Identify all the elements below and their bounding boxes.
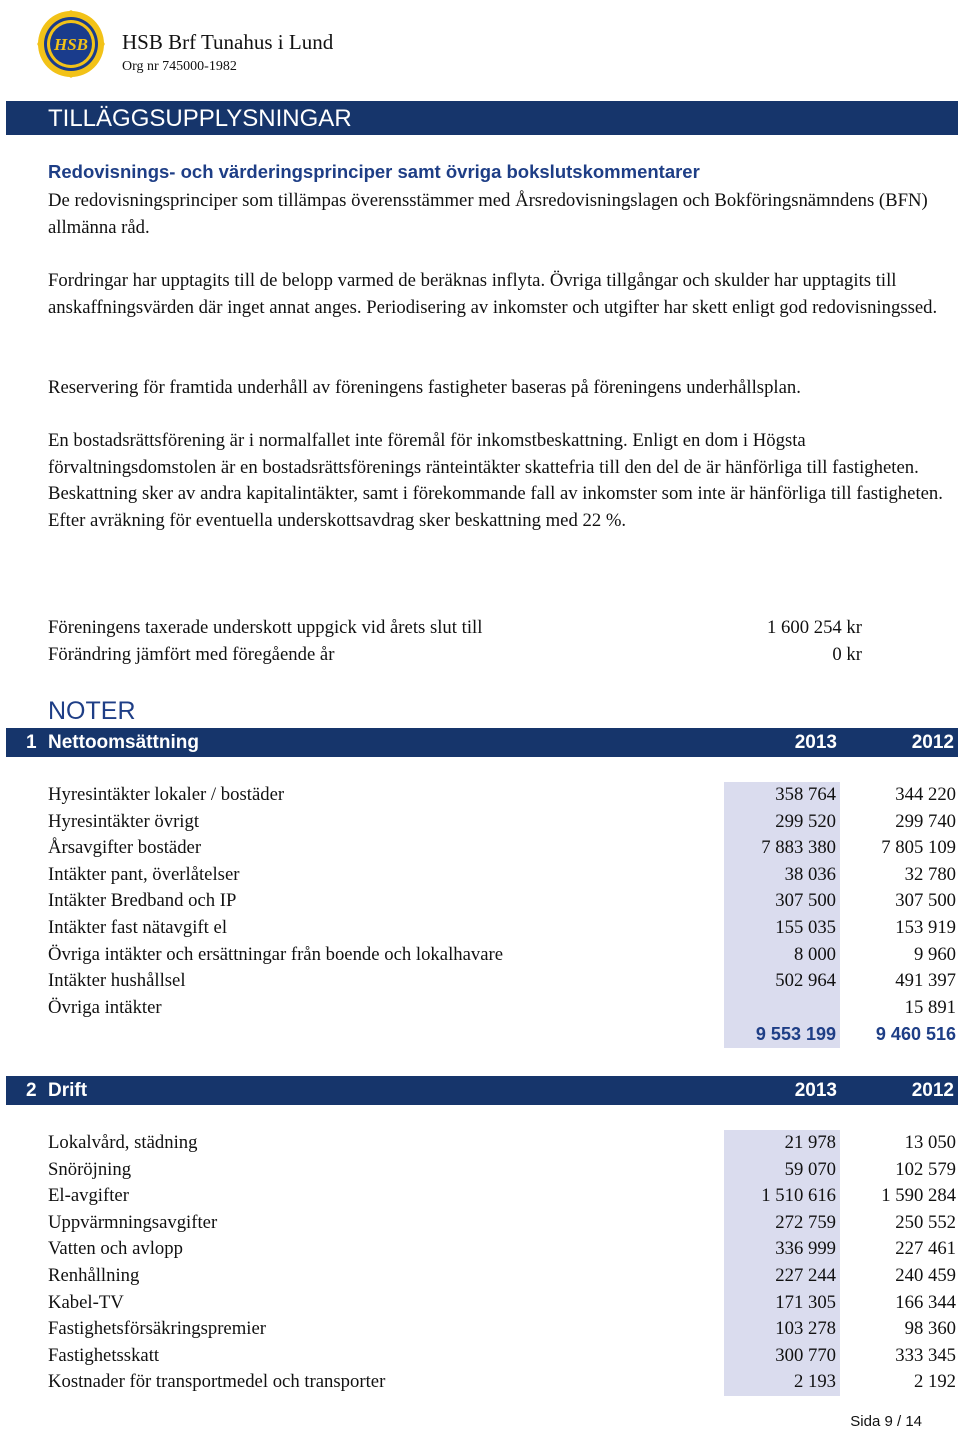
note-2-header: [6, 1076, 958, 1105]
value-current-year: 171 305: [775, 1291, 836, 1313]
value-previous-year: 15 891: [904, 996, 956, 1018]
value-current-year: 227 244: [775, 1264, 836, 1286]
total-current-year: 9 553 199: [755, 1024, 836, 1045]
value-previous-year: 240 459: [895, 1264, 956, 1286]
table-row: [0, 995, 960, 1022]
row-label: Årsavgifter bostäder: [48, 837, 202, 859]
value-previous-year: 1 590 284: [881, 1185, 956, 1207]
value-previous-year: 333 345: [895, 1344, 956, 1366]
value-previous-year: 299 740: [895, 810, 956, 832]
page-number: Sida 9 / 14: [850, 1413, 922, 1430]
table-row: [0, 1263, 960, 1290]
tax-deficit-label: Föreningens taxerade underskott uppgick vid årets slut till: [48, 617, 483, 638]
note-1-year-current: 2013: [794, 732, 837, 753]
value-previous-year: 250 552: [895, 1211, 956, 1233]
note-1-title: Nettoomsättning: [48, 732, 199, 753]
total-row: [0, 1021, 960, 1048]
table-row: [0, 1130, 960, 1157]
row-label: El-avgifter: [48, 1185, 129, 1207]
logo-text: HSB: [53, 35, 89, 54]
note-1-year-previous: 2012: [911, 732, 954, 753]
value-current-year: 2 193: [793, 1371, 836, 1393]
value-previous-year: 13 050: [904, 1132, 956, 1153]
row-label: Hyresintäkter övrigt: [48, 810, 200, 832]
value-current-year: 155 035: [775, 916, 836, 938]
row-label: Snöröjning: [48, 1158, 132, 1180]
table-row: [0, 1236, 960, 1263]
value-current-year: 103 278: [775, 1318, 836, 1340]
organization-name: HSB Brf Tunahus i Lund: [122, 30, 334, 54]
value-current-year: 8 000: [793, 943, 836, 965]
row-label: Fastighetsförsäkringspremier: [48, 1318, 266, 1340]
principles-paragraph-4: En bostadsrättsförening är i normalfallet inte föremål för inkomstbeskattning. Enligt en dom i Högsta förvaltningsdomstolen är en bostadsrättsförenings ränteintäkter skattefria till den del de är hänförliga till fastigheten. Beskattning sker av andra kapitalintäkter, samt i förekommande fall av inkomster som inte är hänförliga till fastigheten. Efter avräkning för eventuella underskottsavdrag sker beskattning med 22 %.: [48, 430, 943, 531]
value-previous-year: 32 780: [904, 863, 956, 885]
value-previous-year: 7 805 109: [881, 837, 956, 859]
value-current-year: 307 500: [775, 890, 836, 912]
row-label: Övriga intäkter: [48, 996, 162, 1018]
row-label: Kostnader för transportmedel och transporter: [48, 1371, 386, 1393]
value-current-year: 336 999: [775, 1238, 836, 1260]
principles-paragraph-2: Fordringar har upptagits till de belopp varmed de beräknas inflyta. Övriga tillgångar och skulder har upptagits till anskaffningsvärden där inget annat anges. Periodisering av inkomster och utgifter har skett enligt god redovisningssed.: [48, 270, 938, 318]
value-previous-year: 98 360: [904, 1318, 956, 1340]
table-row: [0, 1369, 960, 1396]
principles-paragraph-1: De redovisningsprinciper som tillämpas överensstämmer med Årsredovisningslagen och Bokföringsnämndens (BFN) allmänna råd.: [48, 190, 928, 238]
value-previous-year: 344 220: [895, 784, 956, 805]
value-previous-year: 9 960: [913, 943, 956, 965]
note-2-number: 2: [26, 1080, 37, 1101]
notes-heading: NOTER: [48, 697, 136, 725]
table-row: [0, 862, 960, 889]
value-current-year: 300 770: [775, 1344, 836, 1366]
row-label: Övriga intäkter och ersättningar från boende och lokalhavare: [48, 943, 504, 965]
hsb-logo: [36, 9, 106, 79]
note-1-header: [6, 728, 958, 757]
value-previous-year: 307 500: [895, 890, 956, 912]
organization-number: Org nr 745000-1982: [122, 59, 237, 74]
value-previous-year: 491 397: [895, 970, 956, 992]
note-2-year-current: 2013: [794, 1080, 837, 1101]
value-previous-year: 2 192: [913, 1371, 956, 1393]
note-1-table: [0, 782, 960, 1048]
value-current-year: 7 883 380: [761, 837, 836, 859]
row-label: Intäkter pant, överlåtelser: [48, 863, 240, 885]
table-row: [0, 782, 960, 809]
table-row: [0, 1343, 960, 1370]
table-row: [0, 1157, 960, 1184]
table-row: [0, 1290, 960, 1317]
value-current-year: 272 759: [775, 1211, 836, 1233]
total-label: [0, 1021, 720, 1048]
total-previous-year: 9 460 516: [875, 1024, 956, 1045]
value-previous-year: 166 344: [895, 1291, 956, 1313]
row-label: Intäkter Bredband och IP: [48, 890, 237, 912]
row-label: Hyresintäkter lokaler / bostäder: [48, 784, 285, 805]
table-row: [0, 809, 960, 836]
value-previous-year: 153 919: [895, 916, 956, 938]
principles-heading: Redovisnings- och värderingsprinciper samt övriga bokslutskommentarer: [48, 161, 700, 182]
row-label: Uppvärmningsavgifter: [48, 1211, 218, 1233]
value-current-year: 1 510 616: [761, 1185, 836, 1207]
note-1-number: 1: [26, 732, 37, 753]
value-current-year: 502 964: [775, 970, 836, 992]
table-row: [0, 1210, 960, 1237]
row-label: Kabel-TV: [48, 1291, 124, 1313]
row-label: Intäkter fast nätavgift el: [48, 916, 228, 938]
table-row: [0, 1183, 960, 1210]
change-label: Förändring jämfört med föregående år: [48, 644, 335, 665]
table-row: [0, 915, 960, 942]
value-current-year: [720, 995, 838, 1022]
table-row: [0, 968, 960, 995]
table-row: [0, 1316, 960, 1343]
value-current-year: 21 978: [784, 1132, 836, 1153]
change-value: 0 kr: [832, 644, 862, 665]
value-current-year: 358 764: [775, 784, 836, 805]
note-2-table: [0, 1130, 960, 1396]
table-row: [0, 835, 960, 862]
value-previous-year: 102 579: [895, 1158, 956, 1180]
row-label: Renhållning: [48, 1264, 140, 1286]
value-current-year: 299 520: [775, 810, 836, 832]
row-label: Vatten och avlopp: [48, 1238, 183, 1260]
value-previous-year: 227 461: [895, 1238, 956, 1260]
page-title: TILLÄGGSUPPLYSNINGAR: [6, 101, 958, 135]
row-label: Lokalvård, städning: [48, 1132, 198, 1153]
value-current-year: 38 036: [784, 863, 836, 885]
table-row: [0, 942, 960, 969]
row-label: Intäkter hushållsel: [48, 970, 186, 992]
principles-paragraph-3: Reservering för framtida underhåll av föreningens fastigheter baseras på föreningens underhållsplan.: [48, 377, 801, 398]
note-2-year-previous: 2012: [911, 1080, 954, 1101]
tax-deficit-value: 1 600 254 kr: [767, 617, 862, 638]
row-label: Fastighetsskatt: [48, 1344, 160, 1366]
table-row: [0, 888, 960, 915]
note-2-title: Drift: [48, 1080, 88, 1101]
value-current-year: 59 070: [784, 1158, 836, 1180]
